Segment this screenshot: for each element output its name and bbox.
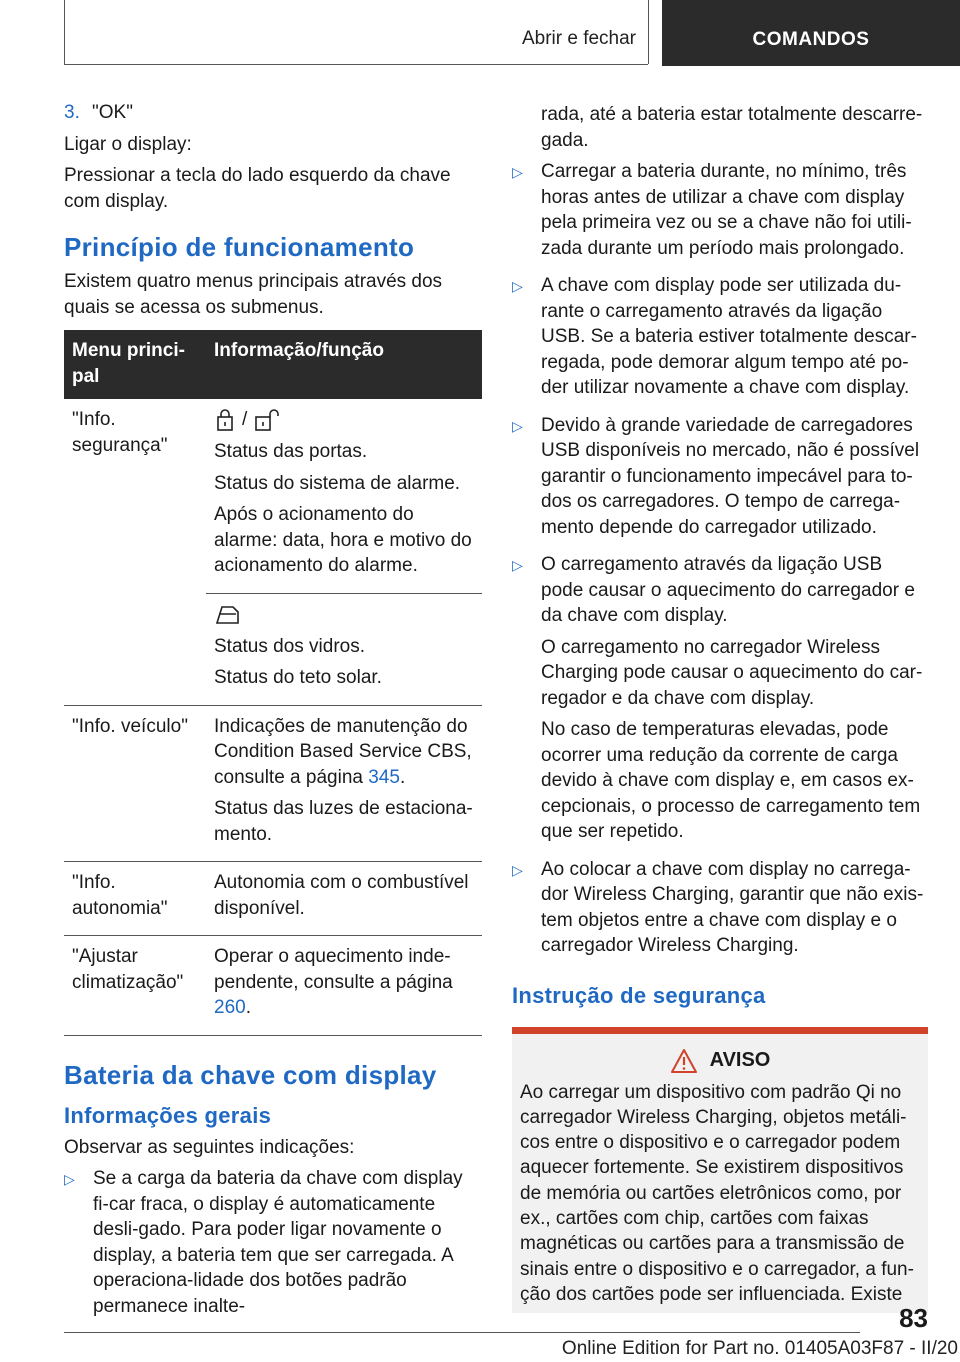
bullet-continuation: rada, até a bateria estar totalmente descarre-gada.: [541, 104, 923, 151]
page-link-345[interactable]: 345: [368, 766, 400, 788]
window-icons: [214, 602, 474, 628]
list-item: [512, 857, 928, 965]
lock-icons: [214, 407, 474, 433]
step-number: 3.: [64, 102, 80, 123]
info-line: Status do sistema de alarme.: [214, 472, 461, 494]
list-item: [512, 413, 928, 547]
info-cell-range: [206, 862, 482, 936]
header-chapter-tab: [662, 0, 960, 66]
bullet-triangle-icon: ▷: [512, 861, 523, 878]
menu-cell-security: [64, 399, 206, 705]
display-on-title: Ligar o display:: [64, 133, 192, 155]
left-column: [64, 100, 482, 1331]
warning-header: [520, 1048, 920, 1074]
list-item: [512, 273, 928, 407]
right-column: [512, 102, 928, 1313]
bullet-text: No caso de temperaturas elevadas, pode ocorrer uma redução da corrente de carga devido à chave com display e, em casos ex-cepcionais, o processo de carregamento tem que ser repetido.: [541, 719, 921, 842]
warning-title: AVISO: [709, 1049, 771, 1071]
lock-open-icon: [253, 408, 283, 432]
footer-rule: [64, 1332, 860, 1333]
car-window-icon: [214, 603, 242, 627]
header-left-rule: [64, 0, 65, 64]
page-link-260[interactable]: 260: [214, 997, 246, 1018]
warning-text: Ao carregar um dispositivo com padrão Qi no carregador Wireless Charging, objetos metáli-cos entre o dispositivo e o carregador podem aquecer fortemente. Se existirem dispositivos de memória ou cartões eletrônicos como, por ex., cartões com chip, cartões com faixas magnéticas ou cartões para a transmissão de sinais entre o dispositivo e o carregador, a fun-ção dos cartões pode ser influenciada. Existe: [520, 1081, 914, 1305]
info-line: Status das portas.: [214, 441, 368, 462]
list-item: [64, 1166, 482, 1325]
info-line: [214, 944, 474, 1021]
table-row: [64, 705, 482, 862]
info-cell-vehicle: [206, 705, 482, 862]
info-line: Status das luzes de estaciona-mento.: [214, 798, 473, 845]
bullet-text: O carregamento no carregador Wireless Charging pode causar o aquecimento do car-regador e da chave com display.: [541, 636, 923, 709]
table-header-menu: Menu princi-pal: [64, 330, 206, 399]
menu-table: [64, 330, 482, 1036]
info-line: Status dos vidros.: [214, 635, 366, 657]
principle-text: Existem quatro menus principais através dos quais se acessa os submenus.: [64, 271, 443, 318]
bullet-text: Devido à grande variedade de carregadores USB disponíveis no mercado, não é possível garantir o funcionamento impecável para to-dos os carregadores. O tempo de carrega-mento depende do carregador utilizado.: [541, 414, 920, 538]
info-line: [214, 714, 474, 791]
table-row: [64, 862, 482, 936]
info-cell-security-windows: [206, 593, 482, 705]
menu-cell-climate: "Ajustar climatização": [64, 936, 206, 1036]
step-text: "OK": [92, 102, 133, 123]
info-line: Após o acionamento do alarme: data, hora e motivo do acionamento do alarme.: [214, 504, 472, 576]
info-text: .: [245, 997, 251, 1018]
menu-security-label: "Info. segurança": [72, 409, 168, 456]
bullet-triangle-icon: ▷: [512, 417, 523, 434]
info-text: Operar o aquecimento inde-pendente, consulte a página: [214, 946, 453, 993]
chapter-label: COMANDOS: [752, 29, 870, 50]
display-on-text: Pressionar a tecla do lado esquerdo da chave com display.: [64, 165, 451, 212]
general-heading: Informações gerais: [64, 1102, 272, 1128]
warning-triangle-icon: [670, 1048, 698, 1074]
icon-separator: /: [242, 409, 248, 431]
bullet-text: O carregamento através da ligação USB pode causar o aquecimento do carregador e da chave com display.: [541, 554, 915, 626]
footer-edition: Online Edition for Part no. 01405A03F87 - II/20: [561, 1338, 958, 1359]
info-line: Autonomia com o combustível disponível.: [214, 872, 469, 919]
bullet-text: Carregar a bateria durante, no mínimo, três horas antes de utilizar a chave com display pela primeira vez ou se a chave não foi utili-zada durante um período mais prolongado.: [541, 161, 912, 259]
bullet-triangle-icon: ▷: [512, 557, 523, 573]
warning-box: [512, 1027, 928, 1314]
safety-heading: Instrução de segurança: [512, 982, 766, 1008]
bullet-triangle-icon: ▷: [512, 164, 523, 180]
table-header-row: [64, 330, 482, 399]
table-row: [64, 399, 482, 593]
info-line: Status do teto solar.: [214, 667, 382, 688]
bullet-text: Se a carga da bateria da chave com display fi-car fraca, o display é automaticamente desli-gado. Para poder ligar novamente o display, a bateria tem que ser carregada. A operaciona-lidade dos botões padrão permanece inalte-: [93, 1168, 463, 1317]
lock-closed-icon: [214, 408, 236, 432]
header-section-title: Abrir e fechar: [521, 28, 636, 49]
info-cell-security-doors: [206, 399, 482, 593]
table-row: [64, 936, 482, 1036]
step-3: [64, 100, 482, 126]
principle-heading: Princípio de funcionamento: [64, 232, 415, 262]
bullet-triangle-icon: ▷: [512, 278, 523, 294]
menu-cell-range: "Info. autonomia": [64, 862, 206, 936]
page-number: 83: [899, 1303, 928, 1333]
list-item: [512, 159, 928, 267]
general-intro: Observar as seguintes indicações:: [64, 1136, 355, 1158]
bullet-text: Ao colocar a chave com display no carrega-dor Wireless Charging, garantir que não exis-tem objetos entre a chave com display e o carregador Wireless Charging.: [541, 858, 924, 956]
table-header-info: Informação/função: [206, 330, 482, 399]
header-bottom-rule: [64, 64, 648, 65]
menu-cell-vehicle: "Info. veículo": [64, 705, 206, 862]
list-item: [512, 552, 928, 851]
info-cell-climate: [206, 936, 482, 1036]
info-text: Indicações de manutenção do Condition Based Service CBS, consulte a página: [214, 715, 472, 788]
bullet-text: A chave com display pode ser utilizada du-rante o carregamento através da ligação USB. Se a bateria estiver totalmente descar-regada, pode demorar algum tempo até po-der utilizar novamente a chave com display.: [541, 275, 917, 398]
header-divider: [648, 0, 649, 64]
bullet-triangle-icon: ▷: [64, 1171, 75, 1187]
info-text: .: [399, 766, 406, 788]
battery-heading: Bateria da chave com display: [64, 1059, 437, 1090]
